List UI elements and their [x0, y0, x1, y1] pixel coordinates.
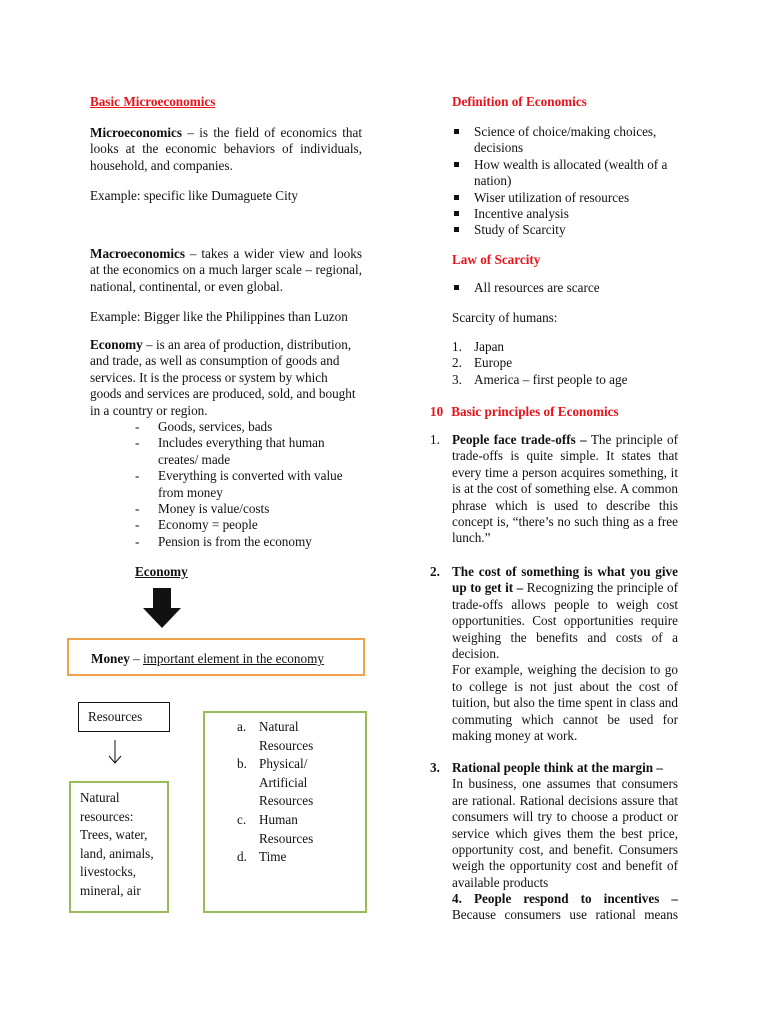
- list-text: Europe: [474, 355, 513, 371]
- principle-title: 4. People respond to incentives –: [452, 891, 678, 906]
- natural-resources-text: [80, 789, 154, 901]
- down-arrow-icon: [143, 588, 183, 630]
- principles-number: 10: [430, 404, 444, 419]
- resources-box: [78, 702, 170, 732]
- economy-term: Economy: [90, 337, 143, 352]
- list-letter: b.: [237, 756, 247, 772]
- list-number: 2.: [452, 355, 462, 371]
- resource-line: Resources: [259, 793, 314, 809]
- list-item: [237, 718, 313, 755]
- principle-body: Because consumers use rational means: [452, 907, 678, 923]
- resource-line: Human: [259, 811, 298, 827]
- principle-title-line: [452, 760, 678, 776]
- list-item: - Goods, services, bads: [135, 419, 362, 435]
- resource-types-box: [203, 711, 367, 913]
- principles-title: Basic principles of Economics: [451, 404, 619, 419]
- macro-example: Example: Bigger like the Philippines than Luzon: [90, 309, 348, 324]
- micro-example: Example: specific like Dumaguete City: [90, 188, 299, 203]
- resource-line: Resources: [259, 737, 314, 753]
- list-item: - Everything is converted with value from money: [135, 468, 362, 501]
- list-number: 3.: [452, 371, 462, 387]
- list-item: - Pension is from the economy: [135, 534, 362, 550]
- macroeconomics-text: – takes a wider view and looks at the economics on a much larger scale – regional, national, continental, or even global.: [90, 246, 362, 294]
- scarcity-humans: Scarcity of humans:: [452, 310, 558, 325]
- resource-line: Natural: [259, 719, 299, 734]
- resource-types-list: [237, 718, 313, 867]
- microeconomics-definition: [90, 125, 362, 174]
- list-item: [452, 339, 678, 355]
- definition-title: Definition of Economics: [452, 94, 587, 109]
- natural-line: livestocks,: [80, 864, 137, 880]
- list-item: - Money is value/costs: [135, 501, 362, 517]
- microeconomics-term: Microeconomics: [90, 125, 183, 140]
- principle-title: Rational people think at the margin –: [452, 760, 664, 775]
- principle-title: People face trade-offs –: [452, 432, 587, 447]
- economy-points-list: [135, 419, 362, 550]
- natural-line: mineral, air: [80, 882, 141, 898]
- definitions-list: [452, 124, 678, 239]
- principle-3: [430, 760, 678, 891]
- list-item: [237, 848, 313, 867]
- page-title: Basic Microeconomics: [90, 94, 216, 109]
- list-item: All resources are scarce: [452, 280, 678, 296]
- principle-example: For example, weighing the decision to go to college is not just about the cost of tuition, but also the time spent in class and commuting which cannot be used for making money at work.: [452, 662, 678, 744]
- money-line: [91, 651, 324, 667]
- macroeconomics-definition: [90, 246, 362, 295]
- resources-label: Resources: [88, 709, 143, 724]
- money-box: [67, 638, 365, 676]
- list-item: Wiser utilization of resources: [452, 190, 678, 206]
- principle-body: The principle of trade-offs is quite simple. It states that every time a person acquires something, it is at the cost of something else. A common phrase which is used to describe this concept is, “there’s no such thing as a free lunch.”: [452, 432, 678, 546]
- principle-2: [430, 564, 678, 744]
- resource-line: Time: [259, 849, 287, 865]
- principle-title-line: [452, 891, 678, 907]
- principle-number: 2.: [430, 564, 440, 579]
- resource-line: Resources: [259, 830, 314, 846]
- natural-line: Natural: [80, 790, 120, 805]
- resource-line: Physical/: [259, 756, 308, 772]
- principle-body: Recognizing the principle of trade-offs allows people to weigh cost opportunities. Cost opportunities require weighing the benefits and costs of a decision.: [452, 580, 678, 662]
- list-item: Science of choice/making choices, decisions: [452, 124, 678, 157]
- principle-body: In business, one assumes that consumers are rational. Rational decisions assure that consumers will try to choose a product or service which gives them the best price, opportunity cost, and benefit. Consumers weigh the opportunity cost and benefit of available products: [452, 776, 678, 890]
- list-item: Incentive analysis: [452, 206, 678, 222]
- money-dash: –: [129, 651, 144, 666]
- list-letter: d.: [237, 849, 247, 865]
- list-item: [452, 372, 678, 388]
- economy-definition: [90, 337, 362, 419]
- list-item: How wealth is allocated (wealth of a nation): [452, 157, 678, 190]
- principle-text: [452, 564, 678, 662]
- principle-number: 3.: [430, 760, 440, 775]
- economy-text: – is an area of production, distribution, and trade, as well as consumption of goods and services. It is the process or system by which goods and services are produced, sold, and bought in a country or region.: [90, 337, 356, 418]
- microeconomics-text: – is the field of economics that looks at the economic behaviors of individuals, household, and companies.: [90, 125, 362, 173]
- list-item: Study of Scarcity: [452, 222, 678, 238]
- principle-text: [452, 432, 678, 547]
- list-item: [237, 811, 313, 848]
- list-item: - Economy = people: [135, 517, 362, 533]
- natural-line: land, animals,: [80, 845, 154, 861]
- principle-number: 1.: [430, 432, 440, 447]
- list-item: - Includes everything that human creates/ made: [135, 435, 362, 468]
- list-text: Japan: [474, 339, 505, 354]
- principle-4: [452, 891, 678, 924]
- principles-heading: [430, 404, 619, 420]
- money-text: important element in the economy: [143, 651, 324, 666]
- natural-resources-box: [69, 781, 169, 913]
- money-term: Money: [91, 651, 130, 666]
- principle-1: [430, 432, 678, 547]
- list-text: America – first people to age: [474, 371, 628, 387]
- scarcity-title: Law of Scarcity: [452, 252, 541, 267]
- thin-down-arrow-icon: [105, 740, 125, 766]
- macroeconomics-term: Macroeconomics: [90, 246, 185, 261]
- economy-heading: Economy: [135, 564, 188, 579]
- list-letter: c.: [237, 811, 247, 827]
- scarcity-list: [452, 339, 678, 388]
- natural-line: resources:: [80, 808, 134, 824]
- scarcity-points-list: [452, 280, 678, 296]
- resource-line: Artificial: [259, 774, 308, 790]
- principle-title: The cost of something is what you give up to get it –: [452, 564, 678, 596]
- natural-line: Trees, water,: [80, 827, 148, 843]
- list-item: [452, 355, 678, 371]
- list-letter: a.: [237, 719, 247, 734]
- list-item: [237, 755, 313, 811]
- list-number: 1.: [452, 339, 462, 354]
